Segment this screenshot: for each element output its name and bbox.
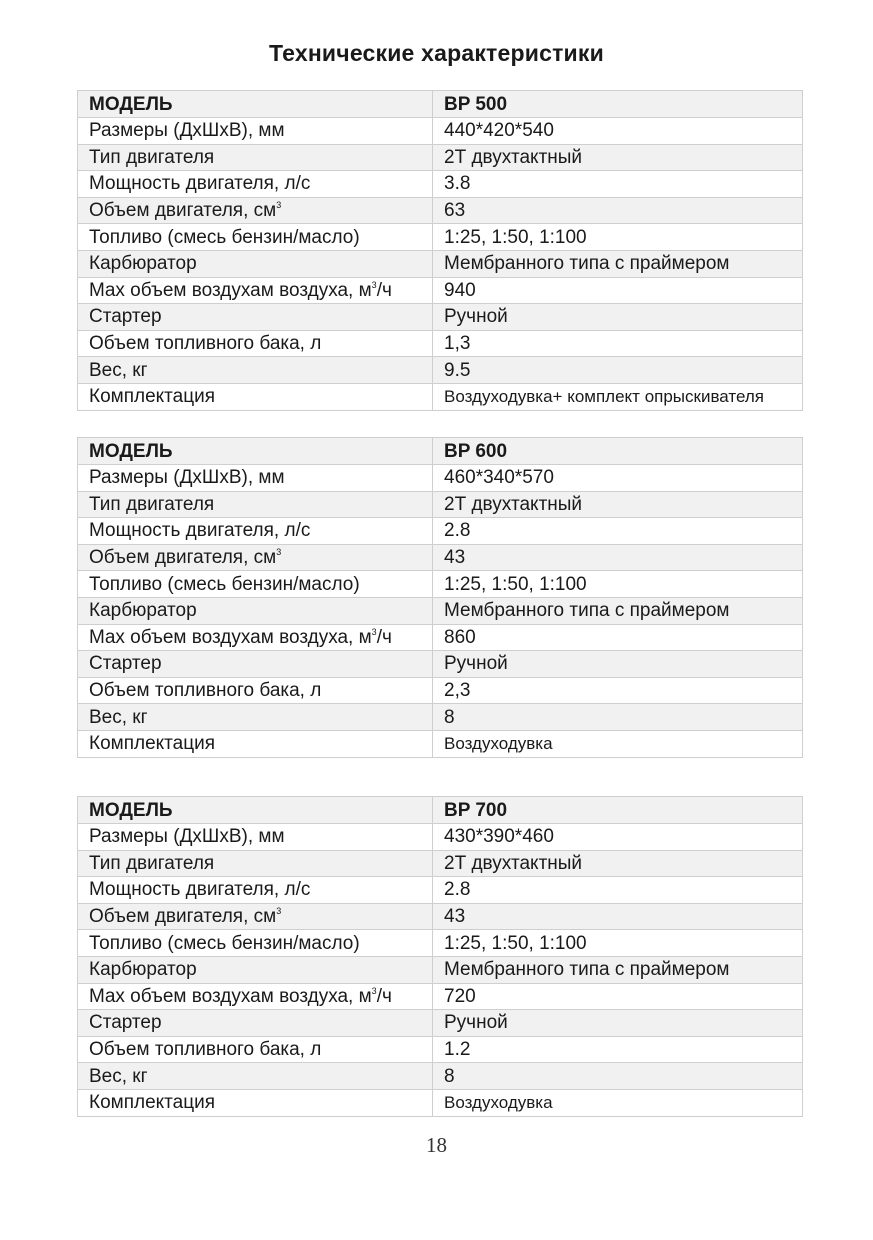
model-header-row: [78, 91, 803, 118]
spec-value-cell: 720: [433, 983, 803, 1010]
spec-label-cell: [78, 383, 433, 410]
spec-label: Размеры (ДхШхВ), мм: [89, 826, 285, 848]
unit-suffix: /ч: [376, 626, 392, 648]
spec-label: Тип двигателя: [89, 146, 215, 168]
spec-label-cell: [78, 250, 433, 277]
spec-label-cell: [78, 1010, 433, 1037]
spec-row: [78, 850, 803, 877]
spec-label: Стартер: [89, 1012, 162, 1034]
spec-table-bp700: [77, 796, 803, 1117]
spec-label-cell: [78, 224, 433, 251]
spec-row: [78, 1036, 803, 1063]
spec-label: МОДЕЛЬ: [89, 93, 173, 115]
spec-label: Мощность двигателя, л/с: [89, 879, 311, 901]
spec-label-cell: [78, 197, 433, 224]
spec-value-cell: Мембранного типа с праймером: [433, 250, 803, 277]
spec-label: Комплектация: [89, 1092, 216, 1114]
spec-row: [78, 544, 803, 571]
spec-row: [78, 357, 803, 384]
spec-label-cell: [78, 1036, 433, 1063]
spec-row: [78, 651, 803, 678]
spec-label-cell: [78, 651, 433, 678]
spec-value-cell: 43: [433, 903, 803, 930]
spec-label: Карбюратор: [89, 959, 197, 981]
spec-label-cell: [78, 118, 433, 145]
spec-label-cell: [78, 544, 433, 571]
spec-value-cell: 3.8: [433, 171, 803, 198]
spec-value-cell: 1:25, 1:50, 1:100: [433, 571, 803, 598]
spec-label: Объем топливного бака, л: [89, 680, 322, 702]
spec-value-cell: 460*340*570: [433, 465, 803, 492]
spec-row: [78, 197, 803, 224]
unit-superscript: 3: [276, 200, 282, 211]
spec-label: Вес, кг: [89, 706, 148, 728]
spec-value-cell: 1,3: [433, 330, 803, 357]
spec-value-cell: 2.8: [433, 518, 803, 545]
spec-label: Топливо (смесь бензин/масло): [89, 932, 360, 954]
spec-label-cell: [78, 824, 433, 851]
model-value-cell: BP 700: [433, 797, 803, 824]
spec-value-cell: Мембранного типа с праймером: [433, 597, 803, 624]
spec-table-bp500: [77, 90, 803, 411]
spec-value-cell: Воздуходувка: [433, 730, 803, 757]
spec-label: Мощность двигателя, л/с: [89, 173, 311, 195]
spec-row: [78, 930, 803, 957]
spec-value-cell: Воздуходувка+ комплект опрыскивателя: [433, 383, 803, 410]
spec-row: [78, 571, 803, 598]
spec-row: [78, 171, 803, 198]
spec-label-cell: [78, 877, 433, 904]
spec-value-cell: 43: [433, 544, 803, 571]
spec-label-cell: [78, 850, 433, 877]
spec-label-cell: [78, 677, 433, 704]
spec-label-cell: [78, 903, 433, 930]
spec-label-cell: [78, 624, 433, 651]
spec-label: Объем топливного бака, л: [89, 1039, 322, 1061]
spec-label: Карбюратор: [89, 600, 197, 622]
spec-label: Топливо (смесь бензин/масло): [89, 226, 360, 248]
spec-label: Тип двигателя: [89, 852, 215, 874]
spec-label-cell: [78, 357, 433, 384]
model-label-cell: [78, 91, 433, 118]
spec-label: Вес, кг: [89, 1065, 148, 1087]
spec-label: Max объем воздухам воздуха, м: [89, 279, 372, 301]
spec-row: [78, 597, 803, 624]
spec-row: [78, 304, 803, 331]
spec-label: МОДЕЛЬ: [89, 799, 173, 821]
spec-row: [78, 877, 803, 904]
spec-label: Карбюратор: [89, 253, 197, 275]
spec-row: [78, 224, 803, 251]
spec-row: [78, 704, 803, 731]
spec-label-cell: [78, 144, 433, 171]
spec-row: [78, 491, 803, 518]
spec-label: Стартер: [89, 653, 162, 675]
spec-row: [78, 956, 803, 983]
spec-label-cell: [78, 304, 433, 331]
unit-superscript: 3: [371, 279, 377, 290]
spec-label-cell: [78, 730, 433, 757]
spec-row: [78, 903, 803, 930]
page-title: Технические характеристики: [269, 40, 604, 66]
spec-row: [78, 250, 803, 277]
spec-value-cell: 9.5: [433, 357, 803, 384]
spec-label-cell: [78, 956, 433, 983]
spec-label-cell: [78, 983, 433, 1010]
spec-row: [78, 118, 803, 145]
spec-row: [78, 330, 803, 357]
spec-value-cell: 8: [433, 1063, 803, 1090]
spec-value-cell: 8: [433, 704, 803, 731]
unit-suffix: /ч: [376, 279, 392, 301]
page-number: 18: [426, 1133, 447, 1157]
spec-label: Размеры (ДхШхВ), мм: [89, 467, 285, 489]
spec-label-cell: [78, 518, 433, 545]
spec-row: [78, 465, 803, 492]
spec-value-cell: 940: [433, 277, 803, 304]
spec-label: Объем двигателя, см: [89, 200, 277, 222]
spec-row: [78, 1089, 803, 1116]
spec-label: МОДЕЛЬ: [89, 440, 173, 462]
spec-value-cell: 2,3: [433, 677, 803, 704]
spec-value-cell: 63: [433, 197, 803, 224]
spec-value-cell: 2Т двухтактный: [433, 850, 803, 877]
unit-suffix: /ч: [376, 985, 392, 1007]
unit-superscript: 3: [276, 906, 282, 917]
spec-label: Объем топливного бака, л: [89, 333, 322, 355]
spec-row: [78, 144, 803, 171]
spec-row: [78, 518, 803, 545]
spec-label: Max объем воздухам воздуха, м: [89, 626, 372, 648]
spec-label-cell: [78, 571, 433, 598]
spec-label: Комплектация: [89, 733, 216, 755]
model-value-cell: BP 500: [433, 91, 803, 118]
spec-label-cell: [78, 1089, 433, 1116]
spec-value-cell: 1.2: [433, 1036, 803, 1063]
spec-value-cell: 860: [433, 624, 803, 651]
spec-label: Объем двигателя, см: [89, 906, 277, 928]
spec-label-cell: [78, 1063, 433, 1090]
spec-label: Комплектация: [89, 386, 216, 408]
spec-label: Тип двигателя: [89, 493, 215, 515]
spec-value-cell: 1:25, 1:50, 1:100: [433, 224, 803, 251]
spec-value-cell: Воздуходувка: [433, 1089, 803, 1116]
spec-value-cell: 2Т двухтактный: [433, 144, 803, 171]
spec-row: [78, 824, 803, 851]
spec-label-cell: [78, 330, 433, 357]
spec-label: Стартер: [89, 306, 162, 328]
spec-value-cell: 2Т двухтактный: [433, 491, 803, 518]
unit-superscript: 3: [371, 985, 377, 996]
spec-value-cell: Ручной: [433, 304, 803, 331]
spec-label-cell: [78, 171, 433, 198]
spec-value-cell: 430*390*460: [433, 824, 803, 851]
spec-label: Вес, кг: [89, 359, 148, 381]
spec-label: Топливо (смесь бензин/масло): [89, 573, 360, 595]
spec-value-cell: Ручной: [433, 1010, 803, 1037]
spec-row: [78, 1063, 803, 1090]
spec-table-bp600: [77, 437, 803, 758]
model-label-cell: [78, 797, 433, 824]
spec-label-cell: [78, 704, 433, 731]
spec-value-cell: Мембранного типа с праймером: [433, 956, 803, 983]
model-value-cell: BP 600: [433, 438, 803, 465]
spec-row: [78, 277, 803, 304]
spec-label-cell: [78, 597, 433, 624]
model-label-cell: [78, 438, 433, 465]
model-header-row: [78, 797, 803, 824]
spec-row: [78, 983, 803, 1010]
spec-label-cell: [78, 930, 433, 957]
spec-row: [78, 730, 803, 757]
spec-row: [78, 1010, 803, 1037]
unit-superscript: 3: [371, 626, 377, 637]
spec-label: Мощность двигателя, л/с: [89, 520, 311, 542]
spec-label-cell: [78, 491, 433, 518]
spec-label-cell: [78, 465, 433, 492]
spec-label: Объем двигателя, см: [89, 547, 277, 569]
model-header-row: [78, 438, 803, 465]
unit-superscript: 3: [276, 547, 282, 558]
spec-value-cell: 1:25, 1:50, 1:100: [433, 930, 803, 957]
spec-value-cell: Ручной: [433, 651, 803, 678]
spec-row: [78, 383, 803, 410]
spec-label: Max объем воздухам воздуха, м: [89, 985, 372, 1007]
spec-label-cell: [78, 277, 433, 304]
spec-row: [78, 677, 803, 704]
spec-row: [78, 624, 803, 651]
spec-value-cell: 440*420*540: [433, 118, 803, 145]
spec-value-cell: 2.8: [433, 877, 803, 904]
spec-label: Размеры (ДхШхВ), мм: [89, 120, 285, 142]
